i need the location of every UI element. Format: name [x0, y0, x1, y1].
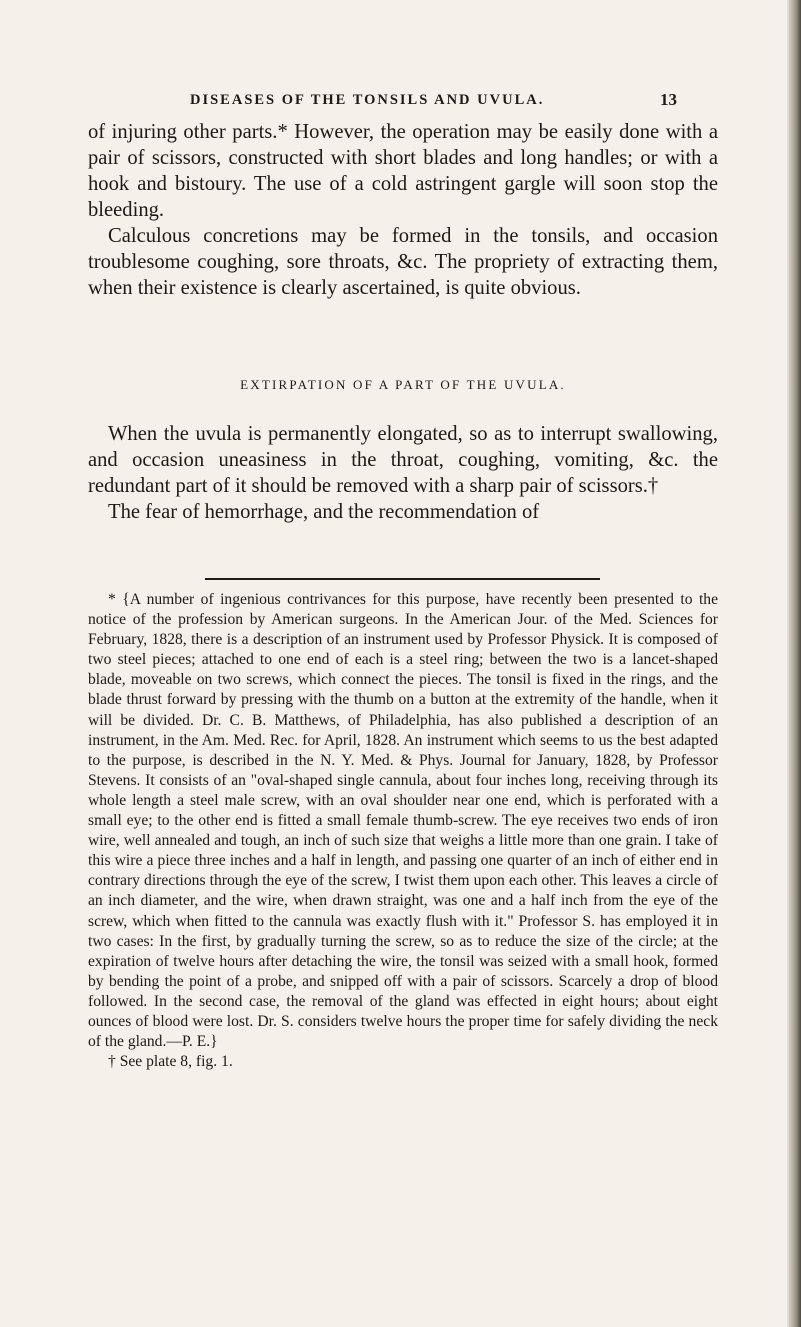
page-edge-shadow: [787, 0, 801, 1327]
paragraph: The fear of hemorrhage, and the recommendation of: [108, 501, 540, 523]
page-number: 13: [660, 90, 677, 109]
footnote-star: * {A number of ingenious contrivances for this purpose, have recently been presented to the notice of the profession by American surgeons. In the American Jour. of the Med. Sciences for February, 1828, there is a description of an instrument used by Professor Physick. It is composed of two steel pieces; attached to one end of each is a steel ring; between the two is a lancet-shaped blade, moveable on two screws, which connect the pieces. The tonsil is fixed in the rings, and the blade thrust forward by pressing with the thumb on a button at the extremity of the handle, when it will be divided. Dr. C. B. Matthews, of Philadelphia, has also published a description of an instrument, in the Am. Med. Rec. for April, 1828. An instrument which seems to us the best adapted to the purpose, is described in the N. Y. Med. & Phys. Journal for January, 1828, by Professor Stevens. It consists of an "oval-shaped single cannula, about four inches long, receiving through its whole length a steel male screw, with an oval shoulder near one end, which is perforated with a small eye; to the other end is fitted a small female thumb-screw. The eye receives two ends of iron wire, well annealed and tough, an inch of such size that weighs a little more than one grain. I take of this wire a piece three inches and a half in length, and passing one quarter of an inch of either end in contrary directions through the eye of the screw, I twist them upon each other. This leaves a circle of an inch diameter, and the wire, when drawn straight, was one and a half inch from the eye of the screw, which when fitted to the cannula was exactly flush with it." Professor S. has employed it in two cases: In the first, by gradually turning the screw, so as to reduce the size of the circle; at the expiration of twelve hours after detaching the wire, the tonsil was seized with a small hook, formed by bending the point of a probe, and snipped off with a pair of scissors. Scarcely a drop of blood followed. In the second case, the removal of the gland was effected in eight hours; about eight ounces of blood were lost. Dr. S. considers twelve hours the proper time for safely dividing the neck of the gland.—P. E.}: [88, 591, 718, 1051]
body-text-section: [88, 421, 718, 525]
section-heading: EXTIRPATION OF A PART OF THE UVULA.: [240, 377, 566, 392]
paragraph: Calculous concretions may be formed in the tonsils, and occasion troublesome coughing, sore throats, &c. The propriety of extracting them, when their existence is clearly ascertained, is quite obvious.: [88, 225, 718, 299]
running-title: DISEASES OF THE TONSILS AND UVULA.: [190, 92, 545, 108]
paragraph: When the uvula is permanently elongated, so as to interrupt swallowing, and occasion uneasiness in the throat, coughing, vomiting, &c. the redundant part of it should be removed with a sharp pair of scissors.†: [88, 423, 718, 497]
body-text-top: [88, 119, 718, 301]
footnote-dagger: † See plate 8, fig. 1.: [108, 1053, 233, 1071]
footnote-divider: [205, 578, 600, 580]
running-header: [190, 92, 690, 109]
footnotes: [88, 590, 718, 1072]
paragraph: of injuring other parts.* However, the operation may be easily done with a pair of scissors, constructed with short blades and long handles; or with a hook and bistoury. The use of a cold astringent gargle will soon stop the bleeding.: [88, 121, 718, 221]
